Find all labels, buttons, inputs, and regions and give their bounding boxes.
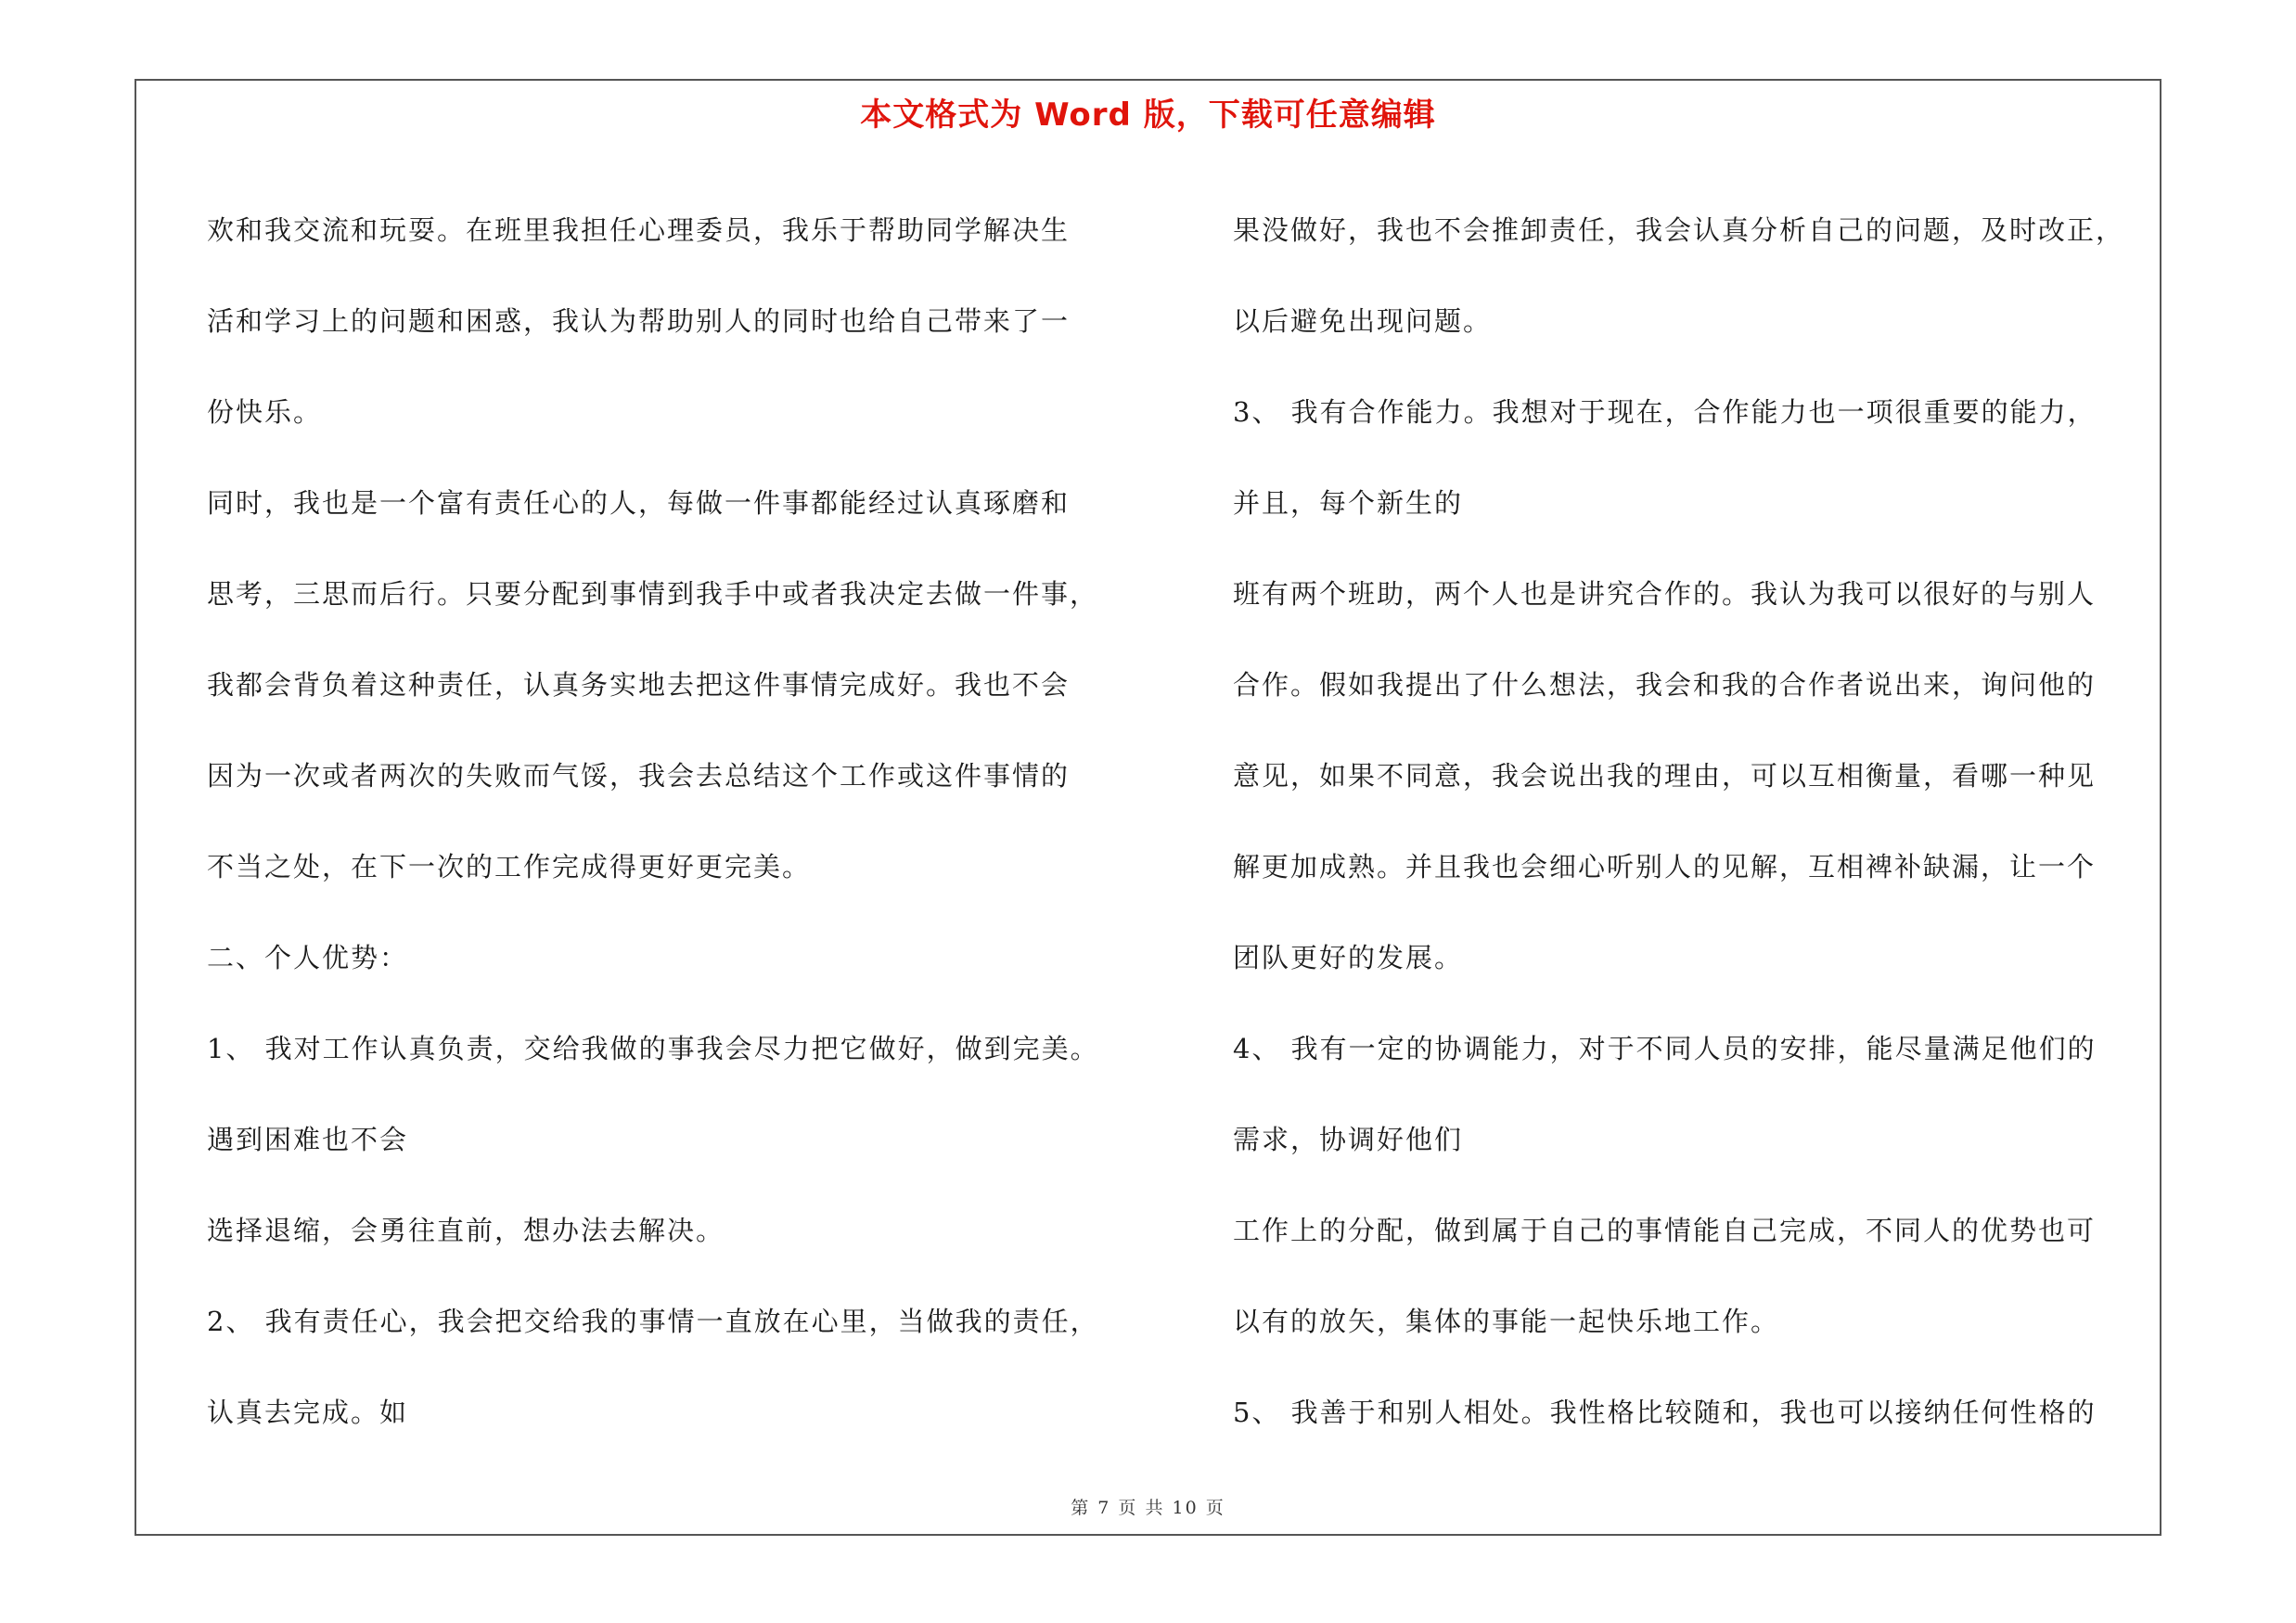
text-line: 团队更好的发展。: [1233, 942, 1464, 973]
text-line: 我都会背负着这种责任，认真务实地去把这件事情完成好。我也不会: [207, 669, 1071, 701]
text-line: 以有的放矢，集体的事能一起快乐地工作。: [1233, 1306, 1780, 1337]
text-line: 并且，每个新生的: [1233, 487, 1464, 519]
text-line: 意见，如果不同意，我会说出我的理由，可以互相衡量，看哪一种见: [1233, 760, 2097, 792]
text-line: 解更加成熟。并且我也会细心听别人的见解，互相裨补缺漏，让一个: [1233, 851, 2097, 882]
text-line: 果没做好，我也不会推卸责任，我会认真分析自己的问题，及时改正，: [1233, 214, 2125, 246]
text-line: 5、 我善于和别人相处。我性格比较随和，我也可以接纳任何性格的: [1233, 1397, 2097, 1428]
text-line: 活和学习上的问题和困惑，我认为帮助别人的同时也给自己带来了一: [207, 305, 1071, 337]
text-line: 遇到困难也不会: [207, 1124, 409, 1155]
text-line: 班有两个班助，两个人也是讲究合作的。我认为我可以很好的与别人: [1233, 578, 2097, 610]
text-line: 3、 我有合作能力。我想对于现在，合作能力也一项很重要的能力，: [1233, 396, 2097, 428]
text-line: 份快乐。: [207, 396, 323, 428]
text-line: 1、 我对工作认真负责，交给我做的事我会尽力把它做好，做到完美。: [207, 1033, 1099, 1064]
text-line: 选择退缩，会勇往直前，想办法去解决。: [207, 1215, 725, 1246]
page-frame: [135, 79, 2161, 1536]
left-column: [207, 185, 1144, 1458]
text-line: 2、 我有责任心，我会把交给我的事情一直放在心里，当做我的责任，: [207, 1306, 1099, 1337]
page-number: 第 7 页 共 10 页: [1071, 1498, 1225, 1518]
text-line: 同时，我也是一个富有责任心的人，每做一件事都能经过认真琢磨和: [207, 487, 1071, 519]
text-line: 以后避免出现问题。: [1233, 305, 1493, 337]
text-line: 工作上的分配，做到属于自己的事情能自己完成，不同人的优势也可: [1233, 1215, 2097, 1246]
text-line: 需求，协调好他们: [1233, 1124, 1464, 1155]
text-line: 思考，三思而后行。只要分配到事情到我手中或者我决定去做一件事，: [207, 578, 1099, 610]
section-heading: 二、个人优势：: [207, 942, 409, 973]
right-column: [1233, 185, 2161, 1458]
text-line: 合作。假如我提出了什么想法，我会和我的合作者说出来，询问他的: [1233, 669, 2097, 701]
text-line: 认真去完成。如: [207, 1397, 409, 1428]
format-banner: 本文格式为 Word 版，下载可任意编辑: [860, 97, 1436, 134]
text-line: 不当之处，在下一次的工作完成得更好更完美。: [207, 851, 812, 882]
text-line: 4、 我有一定的协调能力，对于不同人员的安排，能尽量满足他们的: [1233, 1033, 2097, 1064]
text-line: 因为一次或者两次的失败而气馁，我会去总结这个工作或这件事情的: [207, 760, 1071, 792]
text-line: 欢和我交流和玩耍。在班里我担任心理委员，我乐于帮助同学解决生: [207, 214, 1071, 246]
